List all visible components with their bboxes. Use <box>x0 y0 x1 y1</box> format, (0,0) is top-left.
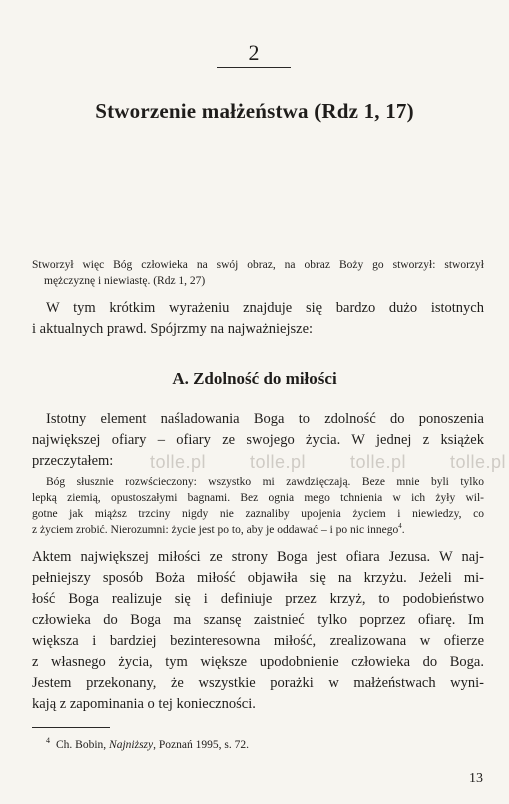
footnote-reference: 4 <box>398 522 402 531</box>
footnote <box>46 736 249 751</box>
footnote-author: Ch. Bobin, <box>56 738 110 751</box>
quote-line-text: z życiem zrobić. Nierozumni: życie jest po to, aby je oddawać – i po nic innego <box>32 524 399 536</box>
footnote-work: Najniższy <box>109 738 154 751</box>
paragraph-1 <box>32 409 484 472</box>
paragraph-2 <box>32 547 484 715</box>
body-line: łość Boga realizuje się i definiuje przez krzyż, to podobieństwo <box>32 591 484 607</box>
epigraph-line: mężczyznę i niewiastę. (Rdz 1, 27) <box>44 275 206 287</box>
body-line: W tym krótkim wyrażeniu znajduje się bardzo dużo istotnych <box>46 300 484 316</box>
watermark-text: tolle.pl <box>350 452 407 472</box>
intro-paragraph <box>32 298 484 340</box>
footnote-rule <box>32 727 110 728</box>
body-line: pełniejszy sposób Boża miłość objawiła się na krzyżu. Jeżeli mi- <box>32 570 484 586</box>
chapter-title: Stworzenie małżeństwa (Rdz 1, 17) <box>95 99 414 123</box>
section-heading: A. Zdolność do miłości <box>172 369 337 388</box>
body-line: większa i bardziej bezinteresowna miłość, zrealizowana w ofierze <box>32 633 484 649</box>
watermark-text: tolle.pl <box>150 452 207 472</box>
epigraph <box>32 257 484 289</box>
body-line: kają z zapominania o tej konieczności. <box>32 696 256 712</box>
quote-line: lepką ziemią, opustoszałymi bagnami. Bez ognia mego tchnienia w ich żyły wil- <box>32 492 484 504</box>
chapter-rule <box>217 67 291 68</box>
quote-block <box>32 474 484 538</box>
quote-line: gotne jak miąższ trzciny nigdy nie zaznaliby upojenia życiem i niewiedzy, co <box>32 508 484 520</box>
footnote-details: , Poznań 1995, s. 72. <box>153 738 249 751</box>
body-line: największej ofiary – ofiary ze swojego życia. W jednej z książek <box>32 432 484 448</box>
body-line: i aktualnych prawd. Spójrzmy na najważniejsze: <box>32 321 314 337</box>
body-line: Istotny element naśladowania Boga to zdolność do ponoszenia <box>46 411 484 427</box>
footnote-mark: 4 <box>46 736 50 745</box>
watermark-text: tolle.pl <box>450 452 507 472</box>
quote-line: Bóg słusznie rozwścieczony: wszystko mi zawdzięczają. Beze mnie byli tylko <box>46 476 484 488</box>
body-line: człowieka do Boga ma szansę zaistnieć tylko poprzez ofiarę. Im <box>32 612 484 628</box>
quote-line: z życiem zrobić. Nierozumni: życie jest po to, aby je oddawać – i po nic innego$^4$. <box>32 522 405 536</box>
body-line: Jestem przekonany, że wszystkie porażki w małżeństwach wyni- <box>32 675 484 691</box>
page-number: 13 <box>469 771 483 786</box>
watermark-text: tolle.pl <box>250 452 307 472</box>
body-line: przeczytałem: <box>32 453 114 469</box>
chapter-number: 2 <box>248 40 261 65</box>
body-line: Aktem największej miłości ze strony Boga jest ofiara Jezusa. W naj- <box>32 549 484 565</box>
epigraph-line: Stworzył więc Bóg człowieka na swój obraz, na obraz Boży go stworzył: stworzył <box>32 259 484 271</box>
body-line: z własnego życia, tym większe upodobnienie człowieka do Boga. <box>32 654 484 670</box>
